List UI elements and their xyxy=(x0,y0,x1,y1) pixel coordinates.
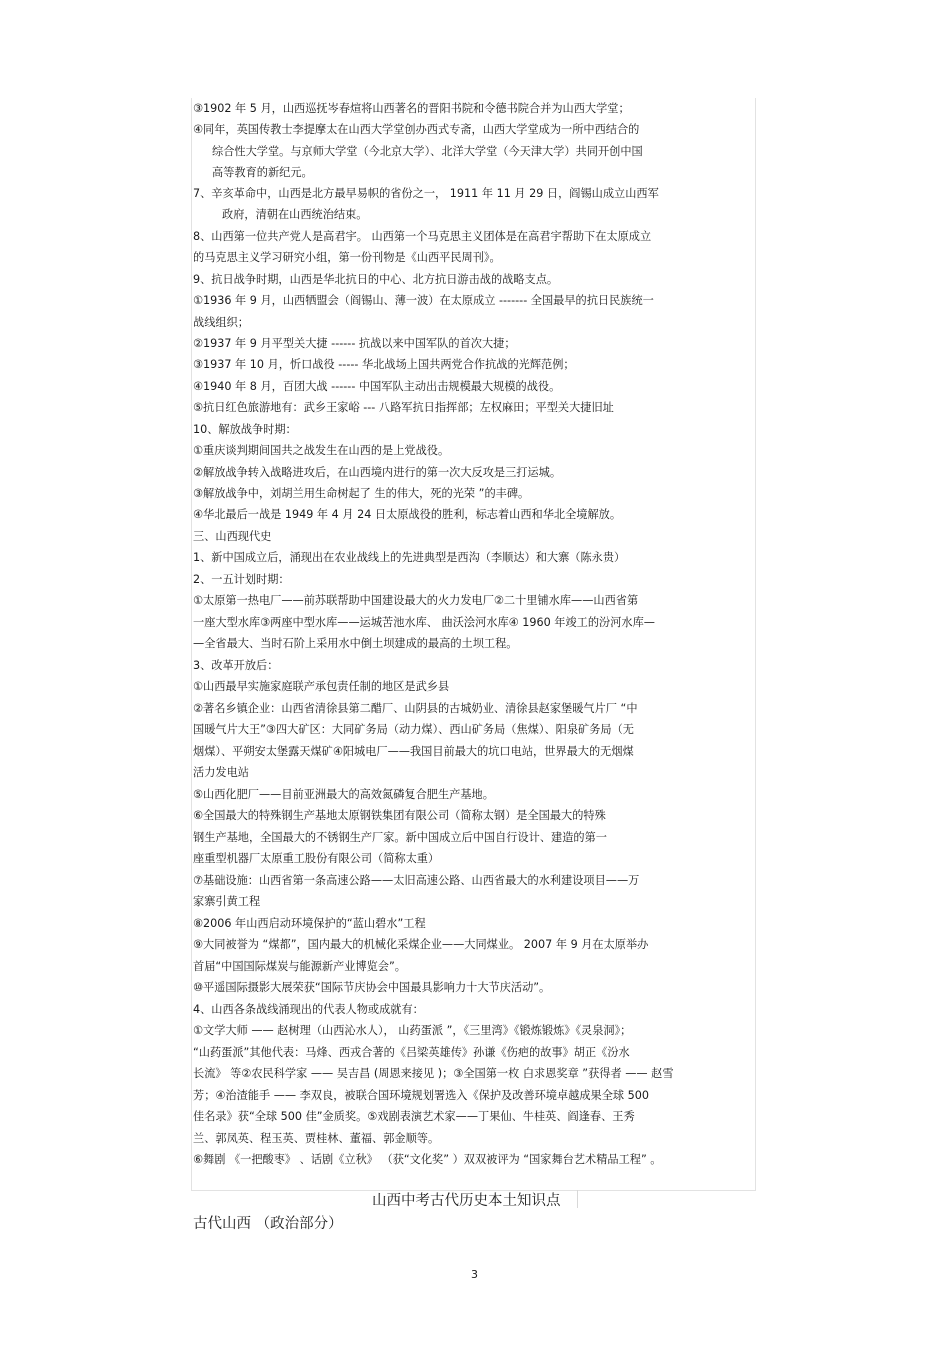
text-line: 一座大型水库③两座中型水库——运城苦池水库、 曲沃浍河水库④ 1960 年竣工的汾河水库— xyxy=(193,616,655,629)
text-line: 高等教育的新纪元。 xyxy=(212,166,313,179)
text-line: 2、一五计划时期： xyxy=(193,573,290,586)
text-line: 国暖气片大王”③四大矿区：大同矿务局（动力煤）、西山矿务局（焦煤）、阳泉矿务局（无 xyxy=(193,723,634,736)
text-line: ⑦基础设施：山西省第一条高速公路——太旧高速公路、山西省最大的水利建设项目——万 xyxy=(193,874,640,887)
text-line: ①太原第一热电厂——前苏联帮助中国建设最大的火力发电厂②二十里铺水库——山西省第 xyxy=(193,594,639,607)
text-line: ⑥全国最大的特殊钢生产基地太原钢铁集团有限公司（简称太钢）是全国最大的特殊 xyxy=(193,809,606,822)
text-line: 芳；④治渣能手 —— 李双良，被联合国环境规划署选入《保护及改善环境卓越成果全球 500 xyxy=(193,1089,649,1102)
text-line: 4、山西各条战线涌现出的代表人物或成就有： xyxy=(193,1003,424,1016)
text-line: ⑤山西化肥厂——目前亚洲最大的高效氮磷复合肥生产基地。 xyxy=(193,788,494,801)
divider xyxy=(577,1190,578,1208)
text-line: 7、辛亥革命中，山西是北方最早易帜的省份之一， 1911 年 11 月 29 日，阎锡山成立山西军 xyxy=(193,187,659,200)
text-line: 长流》 等②农民科学家 —— 吴吉昌 (周恩来接见 )；③全国第一枚 白求恩奖章 ”获得者 —— 赵雪 xyxy=(193,1067,674,1080)
text-line: ①山西最早实施家庭联产承包责任制的地区是武乡县 xyxy=(193,680,450,693)
text-line: 战线组织； xyxy=(193,316,249,329)
text-line: 烟煤）、平朔安太堡露天煤矿④阳城电厂——我国目前最大的坑口电站，世界最大的无烟煤 xyxy=(193,745,634,758)
text-line: 政府，清朝在山西统治结束。 xyxy=(222,208,368,221)
document-title: 山西中考古代历史本土知识点 xyxy=(372,1193,561,1209)
text-line: ②1937 年 9 月平型关大捷 ------ 抗战以来中国军队的首次大捷； xyxy=(193,337,516,350)
text-line: ③1902 年 5 月，山西巡抚岑春煊将山西著名的晋阳书院和令德书院合并为山西大学堂； xyxy=(193,102,630,115)
page-number: 3 xyxy=(471,1268,478,1281)
text-line: 3、改革开放后： xyxy=(193,659,279,672)
text-line: 8、山西第一位共产党人是高君宇。 山西第一个马克思主义团体是在高君宇帮助下在太原成立 xyxy=(193,230,652,243)
text-line: ⑧2006 年山西启动环境保护的“蓝山碧水”工程 xyxy=(193,917,426,930)
text-line: ⑩平遥国际摄影大展荣获“国际节庆协会中国最具影响力十大节庆活动”。 xyxy=(193,981,551,994)
text-line: ③解放战争中，刘胡兰用生命树起了 生的伟大，死的光荣 ”的丰碑。 xyxy=(193,487,530,500)
text-line: 9、抗日战争时期，山西是华北抗日的中心、北方抗日游击战的战略支点。 xyxy=(193,273,559,286)
text-line: ④华北最后一战是 1949 年 4 月 24 日太原战役的胜利，标志着山西和华北全境解放。 xyxy=(193,508,622,521)
text-line: ①重庆谈判期间国共之战发生在山西的是上党战役。 xyxy=(193,444,450,457)
text-line: 10、解放战争时期： xyxy=(193,423,297,436)
text-line: 座重型机器厂太原重工股份有限公司（简称太重） xyxy=(193,852,440,865)
text-line: ④同年，英国传教士李提摩太在山西大学堂创办西式专斋，山西大学堂成为一所中西结合的 xyxy=(193,123,640,136)
text-line: 钢生产基地，全国最大的不锈钢生产厂家。新中国成立后中国自行设计、建造的第一 xyxy=(193,831,607,844)
text-line: “山药蛋派”其他代表：马烽、西戎合著的《吕梁英雄传》孙谦《伤疤的故事》胡正《汾水 xyxy=(193,1046,630,1059)
text-line: —全省最大、当时石阶上采用水中倒土坝建成的最高的土坝工程。 xyxy=(193,637,518,650)
text-line: 的马克思主义学习研究小组，第一份刊物是《山西平民周刊》。 xyxy=(193,251,501,264)
text-line: 佳名录》获“全球 500 佳”金质奖。⑤戏剧表演艺术家——丁果仙、牛桂英、阎逢春、王秀 xyxy=(193,1110,635,1123)
text-line: ⑨大同被誉为 “煤都”，国内最大的机械化采煤企业——大同煤业。 2007 年 9 月在太原举办 xyxy=(193,938,649,951)
text-line: 活力发电站 xyxy=(193,766,249,779)
text-line: ②著名乡镇企业：山西省清徐县第二醋厂、山阴县的古城奶业、清徐县赵家堡暖气片厂 “中 xyxy=(193,702,638,715)
text-line: 首届“中国国际煤炭与能源新产业博览会”。 xyxy=(193,960,406,973)
text-line: 家寨引黄工程 xyxy=(193,895,261,908)
text-line: 三、山西现代史 xyxy=(193,530,272,543)
text-line: 兰、郭凤英、程玉英、贾桂林、董福、郭金顺等。 xyxy=(193,1132,440,1145)
text-line: ⑤抗日红色旅游地有：武乡王家峪 --- 八路军抗日指挥部；左权麻田；平型关大捷旧址 xyxy=(193,401,614,414)
section-heading: 古代山西 （政治部分） xyxy=(193,1216,343,1232)
text-line: ⑥舞剧 《一把酸枣》 、话剧《立秋》 （获“文化奖” ）双双被评为 “国家舞台艺术精品工程” 。 xyxy=(193,1153,662,1166)
text-line: ④1940 年 8 月，百团大战 ------ 中国军队主动出击规模最大规模的战役。 xyxy=(193,380,561,393)
text-line: ②解放战争转入战略进攻后，在山西境内进行的第一次大反攻是三打运城。 xyxy=(193,466,562,479)
text-line: 1、新中国成立后，涌现出在农业战线上的先进典型是西沟（李顺达）和大寨（陈永贵） xyxy=(193,551,626,564)
text-line: 综合性大学堂。与京师大学堂（今北京大学）、北洋大学堂（今天津大学）共同开创中国 xyxy=(212,145,643,158)
text-line: ③1937 年 10 月，忻口战役 ----- 华北战场上国共两党合作抗战的光辉范例； xyxy=(193,358,575,371)
text-line: ①文学大师 —— 赵树理（山西沁水人）， 山药蛋派 ”，《三里湾》《锻炼锻炼》《灵泉洞》； xyxy=(193,1024,632,1037)
text-line: ①1936 年 9 月，山西牺盟会（阎锡山、薄一波）在太原成立 ------- 全国最早的抗日民族统一 xyxy=(193,294,654,307)
